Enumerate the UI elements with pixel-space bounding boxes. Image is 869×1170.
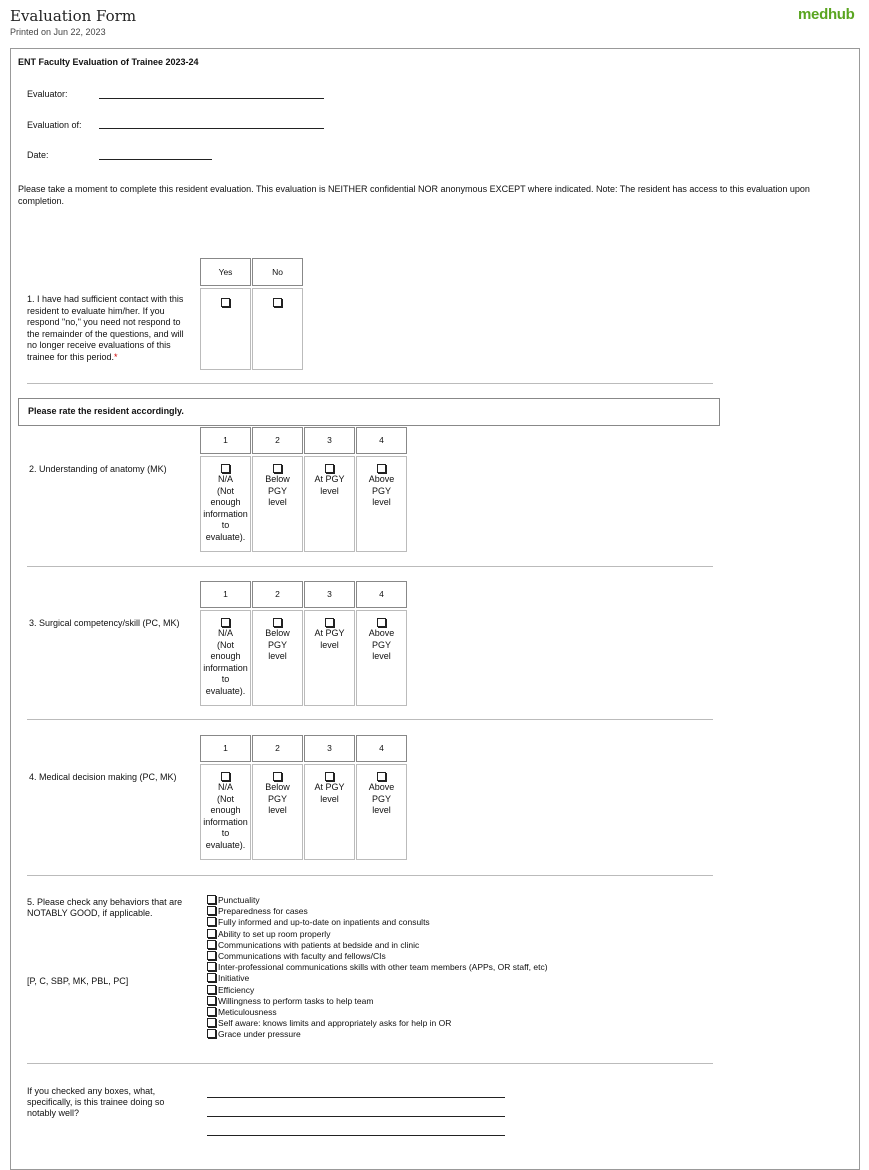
option-label-line: level: [320, 485, 339, 496]
q4-option-4-label: [356, 782, 407, 817]
option-label-line: information: [203, 508, 248, 519]
q6-answer-line[interactable]: [207, 1116, 505, 1117]
q3-option-3-checkbox[interactable]: [325, 618, 334, 627]
option-label-line: Below: [265, 782, 290, 792]
q3-option-2-label: [252, 628, 303, 663]
option-label-line: level: [268, 497, 287, 507]
option-label-line: (Not: [216, 793, 234, 804]
q4-option-3-label: [304, 782, 355, 805]
q2-option-4-checkbox[interactable]: [377, 464, 386, 473]
behavior-item[interactable]: [207, 940, 419, 951]
behavior-checkbox[interactable]: [207, 1029, 216, 1038]
q3-text: 3. Surgical competency/skill (PC, MK): [29, 618, 180, 628]
form-frame: [10, 48, 860, 1170]
behavior-label: Punctuality: [218, 895, 260, 905]
option-label-line: PGY: [267, 485, 287, 496]
page-title: Evaluation Form: [10, 7, 137, 25]
q6-answer-line[interactable]: [207, 1097, 505, 1098]
behavior-checkbox[interactable]: [207, 973, 216, 982]
q6-answer-line[interactable]: [207, 1135, 505, 1136]
behavior-checkbox[interactable]: [207, 895, 216, 904]
behavior-item[interactable]: [207, 906, 308, 917]
q2-option-1-label: [200, 474, 251, 543]
separator: [27, 875, 713, 876]
form-name: ENT Faculty Evaluation of Trainee 2023-24: [18, 57, 199, 67]
option-label-line: information: [203, 662, 248, 673]
behavior-item[interactable]: [207, 917, 430, 928]
q2-scale-header-1: 1: [200, 427, 251, 454]
option-label-line: enough: [210, 497, 241, 507]
q2-option-1-checkbox[interactable]: [221, 464, 230, 473]
behavior-label: Communications with patients at bedside and in clinic: [218, 939, 420, 950]
q4-text: 4. Medical decision making (PC, MK): [29, 772, 177, 782]
separator: [27, 383, 713, 384]
q5-codes: [P, C, SBP, MK, PBL, PC]: [27, 976, 129, 986]
q2-scale-header-3: 3: [304, 427, 355, 454]
q4-scale-header-2: 2: [252, 735, 303, 762]
intro-text: Please take a moment to complete this resident evaluation. This evaluation is NEITHER confidential NOR anonymous EXCEPT where indicated. Note: The resident has access to this evaluation upon completion.: [18, 184, 810, 206]
q5-line2: NOTABLY GOOD, if applicable.: [27, 908, 153, 918]
q4-option-3-checkbox[interactable]: [325, 772, 334, 781]
option-label-line: (Not: [216, 639, 234, 650]
option-label-line: enough: [210, 805, 241, 815]
q3-option-4-checkbox[interactable]: [377, 618, 386, 627]
behavior-item[interactable]: [207, 951, 386, 962]
q2-option-2-label: [252, 474, 303, 509]
option-label-line: Below: [265, 474, 290, 484]
q2-option-2-checkbox[interactable]: [273, 464, 282, 473]
option-label-line: (Not: [216, 485, 234, 496]
q2-option-3-label: [304, 474, 355, 497]
behavior-label: Inter-professional communications skills with other team members (APPs, OR staff, etc): [218, 962, 548, 973]
option-label-line: level: [372, 805, 391, 815]
behavior-label: Fully informed and up-to-date on inpatients and consults: [218, 917, 430, 928]
q5-line1: 5. Please check any behaviors that are: [27, 897, 183, 907]
option-label-line: PGY: [267, 793, 287, 804]
option-label-line: to: [221, 520, 230, 530]
option-label-line: At PGY: [314, 782, 345, 792]
q3-scale-header-2: 2: [252, 581, 303, 608]
option-label-line: At PGY: [314, 474, 345, 484]
behavior-label: Self aware: knows limits and appropriately asks for help in OR: [218, 1018, 452, 1029]
q2-scale-header-2: 2: [252, 427, 303, 454]
option-label-line: level: [268, 651, 287, 661]
q4-scale-header-3: 3: [304, 735, 355, 762]
option-label-line: PGY: [371, 793, 391, 804]
option-label-line: enough: [210, 651, 241, 661]
date-label: Date:: [27, 150, 49, 160]
q1-header-no: No: [252, 258, 303, 286]
option-label-line: PGY: [371, 485, 391, 496]
behavior-label: Willingness to perform tasks to help team: [218, 995, 374, 1006]
behavior-checkbox[interactable]: [207, 996, 216, 1005]
q1-yes-checkbox[interactable]: [221, 298, 230, 307]
option-label-line: Above: [368, 628, 395, 638]
q3-option-4-label: [356, 628, 407, 663]
q3-scale-header-3: 3: [304, 581, 355, 608]
option-label-line: information: [203, 816, 248, 827]
behavior-item[interactable]: [207, 1018, 451, 1029]
q3-scale-header-1: 1: [200, 581, 251, 608]
option-label-line: PGY: [267, 639, 287, 650]
option-label-line: Above: [368, 474, 395, 484]
medhub-logo: medhub: [798, 6, 855, 23]
q6-line1: If you checked any boxes, what,: [27, 1086, 156, 1096]
behavior-item[interactable]: [207, 1007, 277, 1018]
section-title: Please rate the resident accordingly.: [28, 406, 184, 416]
q2-option-3-checkbox[interactable]: [325, 464, 334, 473]
behavior-checkbox[interactable]: [207, 951, 216, 960]
required-mark: *: [114, 351, 118, 362]
behavior-checkbox[interactable]: [207, 1018, 216, 1027]
evaluator-line[interactable]: [99, 98, 324, 99]
q1-header-yes: Yes: [200, 258, 251, 286]
option-label-line: Below: [265, 628, 290, 638]
behavior-label: Efficiency: [218, 984, 255, 995]
option-label-line: N/A: [217, 782, 233, 792]
q4-scale-header-1: 1: [200, 735, 251, 762]
q6-line3: notably well?: [27, 1108, 80, 1118]
q3-option-3-label: [304, 628, 355, 651]
option-label-line: At PGY: [314, 628, 345, 638]
q2-scale-header-4: 4: [356, 427, 407, 454]
option-label-line: to: [221, 828, 230, 838]
option-label-line: N/A: [217, 628, 233, 638]
q4-option-2-label: [252, 782, 303, 817]
option-label-line: Above: [368, 782, 395, 792]
behavior-checkbox[interactable]: [207, 985, 216, 994]
q3-option-1-checkbox[interactable]: [221, 618, 230, 627]
behavior-label: Initiative: [218, 973, 250, 984]
option-label-line: level: [320, 639, 339, 650]
option-label-line: evaluate).: [205, 685, 246, 696]
behavior-item[interactable]: [207, 973, 249, 984]
behavior-checkbox[interactable]: [207, 906, 216, 915]
option-label-line: evaluate).: [205, 531, 246, 542]
behavior-checkbox[interactable]: [207, 917, 216, 926]
behavior-item[interactable]: [207, 1029, 301, 1040]
behavior-checkbox[interactable]: [207, 1007, 216, 1016]
behavior-label: Ability to set up room properly: [218, 928, 331, 939]
behavior-label: Communications with faculty and fellows/CIs: [218, 951, 386, 961]
q2-text: 2. Understanding of anatomy (MK): [29, 464, 167, 474]
evaluation-of-line[interactable]: [99, 128, 324, 129]
printed-date: Printed on Jun 22, 2023: [10, 27, 106, 37]
q1-text: [27, 294, 192, 363]
evaluator-label: Evaluator:: [27, 89, 68, 99]
q4-scale-header-4: 4: [356, 735, 407, 762]
q1-question: 1. I have had sufficient contact with this resident to evaluate him/her. If you respond "no," you need not respond to the remainder of the questions, and will no longer receive evaluations of this trainee for this period.: [27, 294, 184, 362]
option-label-line: PGY: [371, 639, 391, 650]
separator: [27, 1063, 713, 1064]
behavior-checkbox[interactable]: [207, 929, 216, 938]
q3-scale-header-4: 4: [356, 581, 407, 608]
q4-option-2-checkbox[interactable]: [273, 772, 282, 781]
evaluation-of-label: Evaluation of:: [27, 120, 82, 130]
option-label-line: evaluate).: [205, 839, 246, 850]
behavior-item[interactable]: [207, 996, 373, 1007]
q4-option-4-checkbox[interactable]: [377, 772, 386, 781]
behavior-checkbox[interactable]: [207, 962, 216, 971]
behavior-checkbox[interactable]: [207, 940, 216, 949]
option-label-line: level: [320, 793, 339, 804]
q1-no-checkbox[interactable]: [273, 298, 282, 307]
option-label-line: to: [221, 674, 230, 684]
q3-option-1-label: [200, 628, 251, 697]
q4-option-1-checkbox[interactable]: [221, 772, 230, 781]
option-label-line: level: [372, 497, 391, 507]
option-label-line: level: [372, 651, 391, 661]
date-line[interactable]: [99, 159, 212, 160]
q2-option-4-label: [356, 474, 407, 509]
behavior-label: Meticulousness: [218, 1007, 277, 1017]
behavior-item[interactable]: [207, 962, 548, 973]
behavior-item[interactable]: [207, 895, 260, 906]
option-label-line: N/A: [217, 474, 233, 484]
separator: [27, 719, 713, 720]
q4-option-1-label: [200, 782, 251, 851]
behavior-item[interactable]: [207, 929, 330, 940]
behavior-item[interactable]: [207, 985, 254, 996]
q6-line2: specifically, is this trainee doing so: [27, 1097, 165, 1107]
behavior-label: Grace under pressure: [218, 1029, 301, 1040]
option-label-line: level: [268, 805, 287, 815]
q3-option-2-checkbox[interactable]: [273, 618, 282, 627]
behavior-label: Preparedness for cases: [218, 906, 308, 917]
separator: [27, 566, 713, 567]
